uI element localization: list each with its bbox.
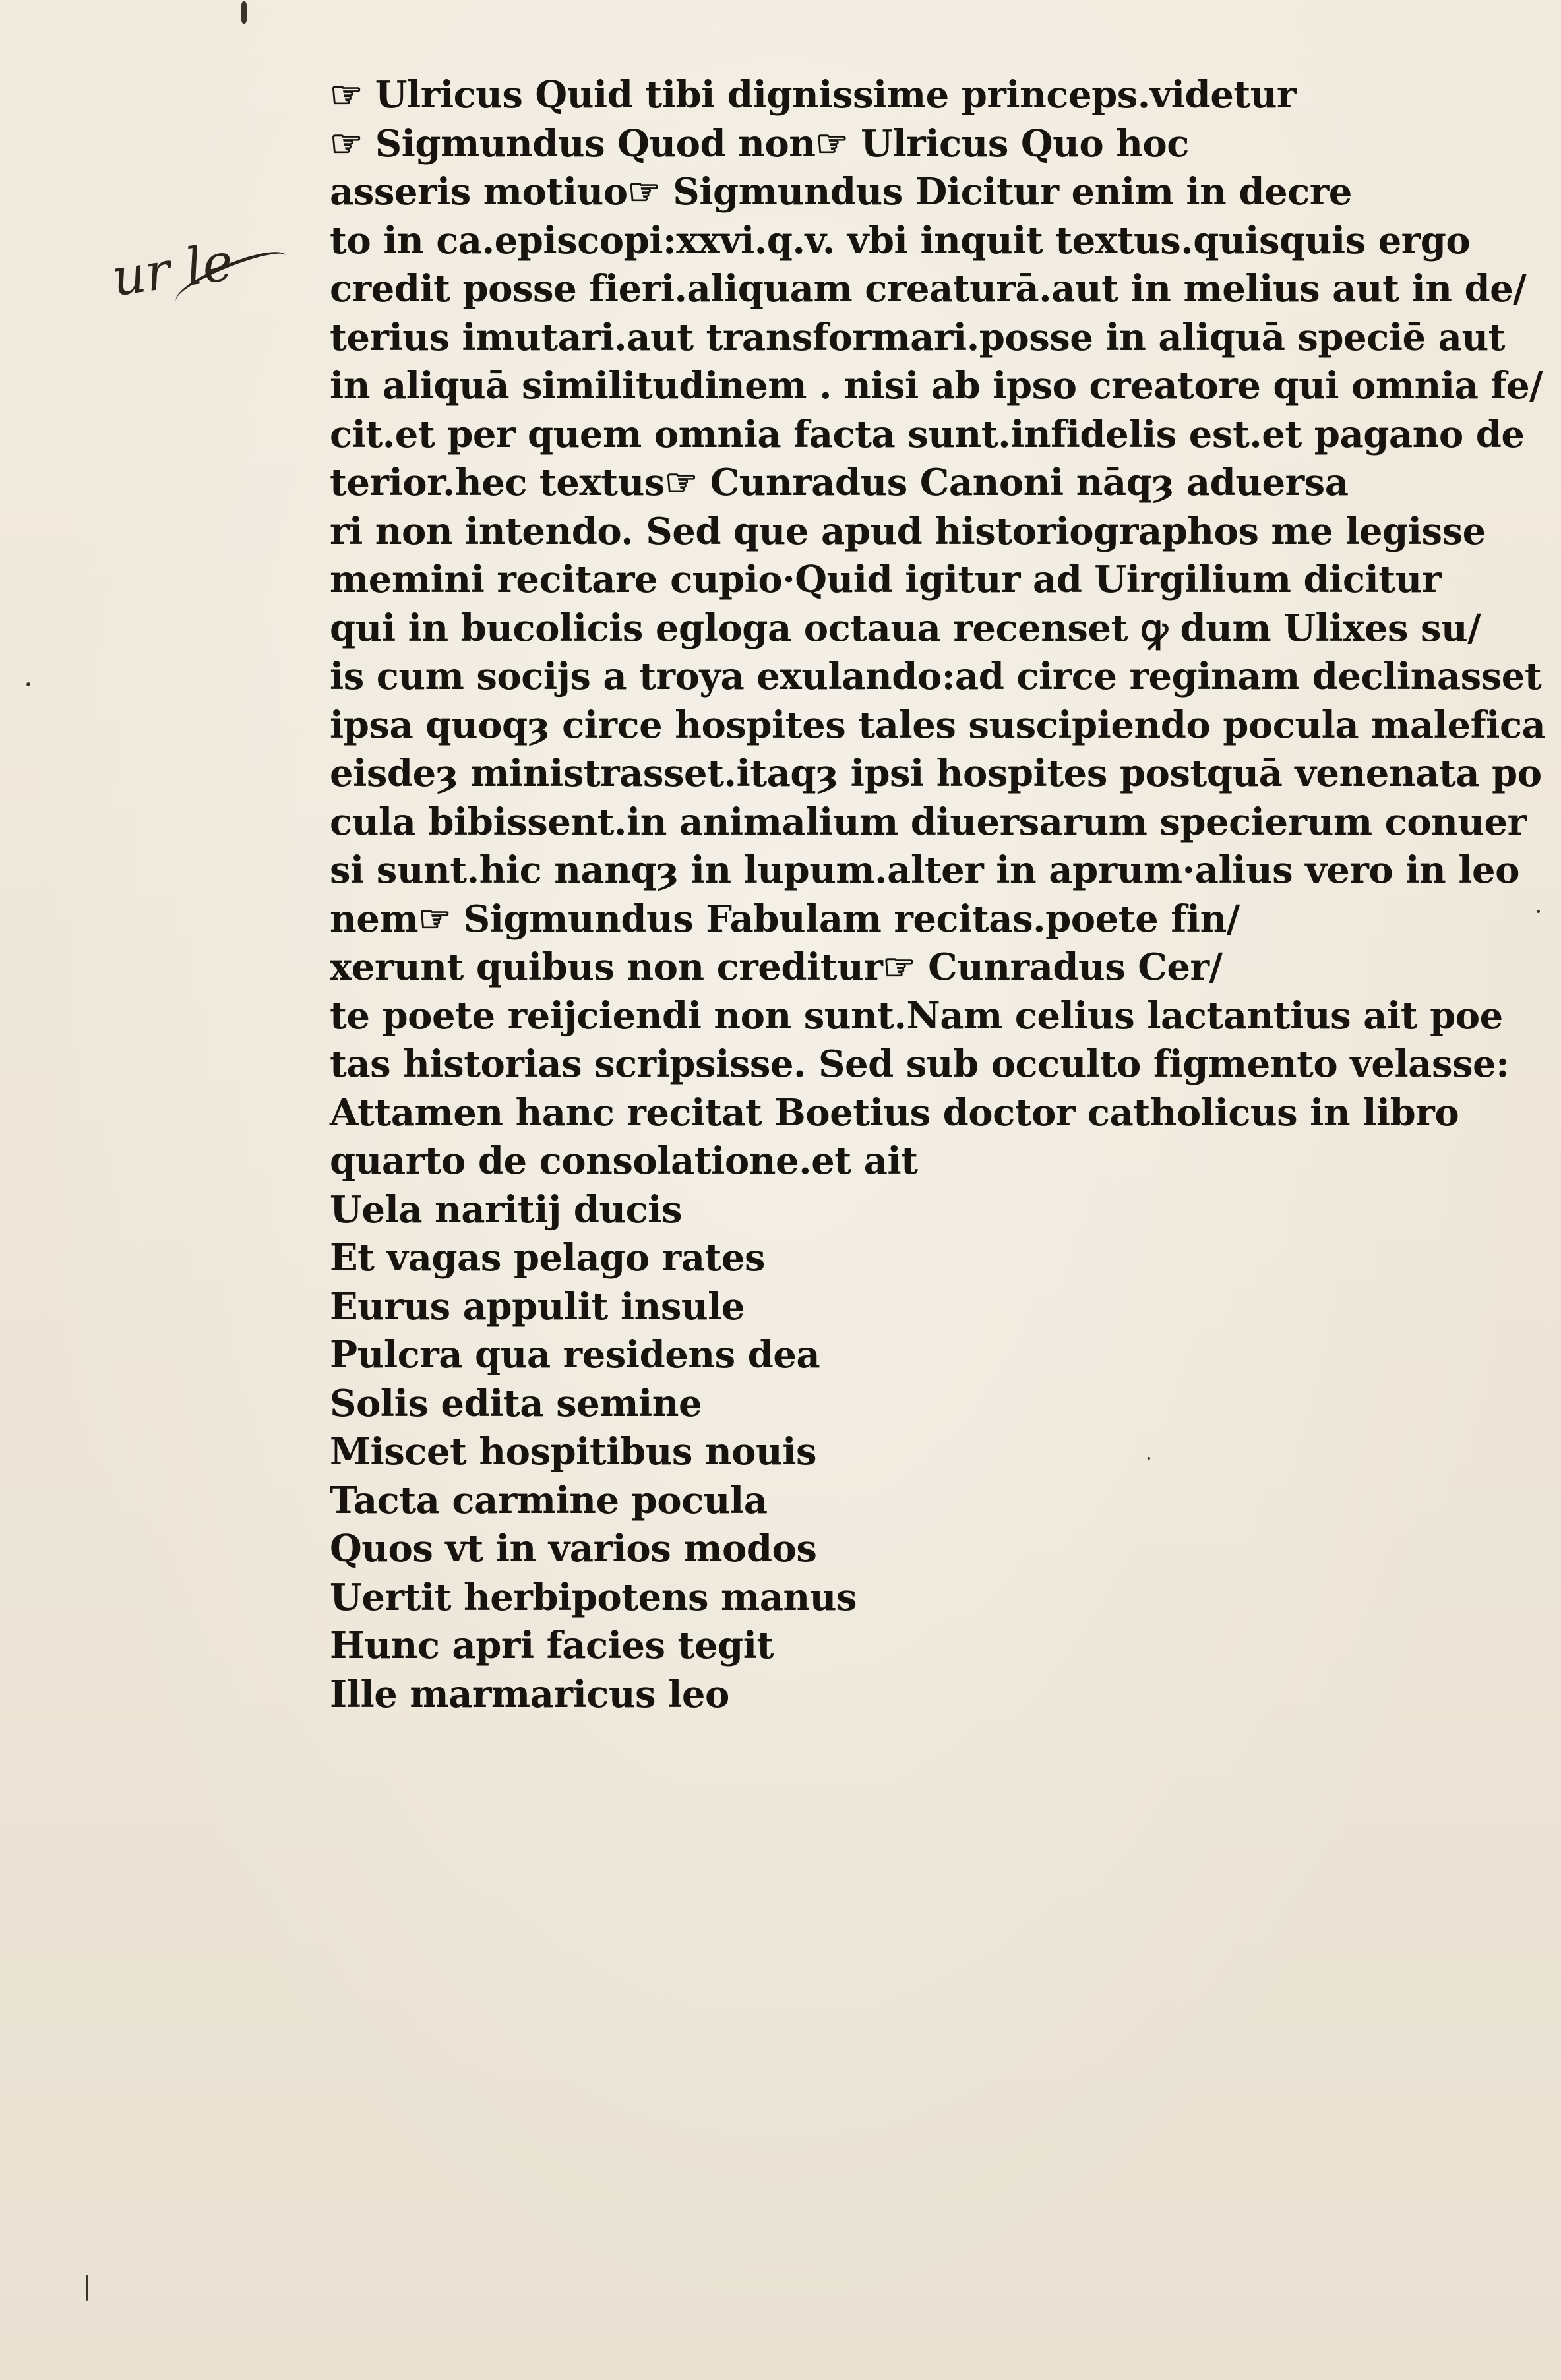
text-line: qui in bucolicis egloga octaua recenset ꝙ dum Ulixes su/: [330, 606, 1481, 650]
text-line: terius imutari.aut transformari.posse in aliquā speciē aut: [330, 315, 1506, 359]
marginal-note: ur le: [108, 232, 237, 309]
text-line: ☞ Ulricus Quid tibi dignissime princeps.videtur: [330, 73, 1296, 117]
verse-line: Uela naritij ducis: [330, 1187, 682, 1232]
text-line: cula bibissent.in animalium diuersarum specierum conuer: [330, 800, 1527, 844]
verse-line: Et vagas pelago rates: [330, 1236, 765, 1280]
verse-line: Quos vt in varios modos: [330, 1527, 817, 1570]
text-line: asseris motiuo☞ Sigmundus Dicitur enim in decre: [330, 170, 1352, 214]
text-line: is cum socijs a troya exulando:ad circe reginam declinasset: [330, 655, 1542, 698]
text-block: [330, 71, 1546, 1719]
text-line: tas historias scripsisse. Sed sub occulto figmento velasse:: [330, 1042, 1510, 1086]
text-line: te poete reijciendi non sunt.Nam celius lactantius ait poe: [330, 994, 1503, 1038]
verse-line: Eurus appulit insule: [330, 1284, 745, 1328]
text-line: Attamen hanc recitat Boetius doctor catholicus in libro: [330, 1090, 1459, 1135]
verse-line: Pulcra qua residens dea: [330, 1333, 820, 1377]
verse-line: Solis edita semine: [330, 1381, 702, 1425]
text-line: si sunt.hic nanqȝ in lupum.alter in aprum·alius vero in leo: [330, 848, 1519, 892]
verse-line: Hunc apri facies tegit: [330, 1624, 774, 1667]
text-line: memini recitare cupio·Quid igitur ad Uirgilium dicitur: [330, 558, 1441, 601]
verse-line: Miscet hospitibus nouis: [330, 1430, 817, 1473]
text-line: ☞ Sigmundus Quod non☞ Ulricus Quo hoc: [330, 121, 1189, 165]
verse-section: [330, 1186, 1464, 1719]
prose-section: [330, 71, 1546, 1186]
text-line: terior.hec textus☞ Cunradus Canoni nāqȝ aduersa: [330, 461, 1349, 504]
paper-speck: [26, 682, 30, 686]
paper-speck: [1537, 910, 1540, 913]
verse-line: Tacta carmine pocula: [330, 1478, 768, 1522]
ink-mark: [241, 1, 247, 24]
text-line: xerunt quibus non creditur☞ Cunradus Cer/: [330, 945, 1223, 989]
text-line: credit posse fieri.aliquam creaturā.aut in melius aut in de/: [330, 267, 1527, 311]
verse-line: Uertit herbipotens manus: [330, 1575, 857, 1619]
text-line: ri non intendo. Sed que apud historiographos me legisse: [330, 509, 1486, 553]
text-line: nem☞ Sigmundus Fabulam recitas.poete fin/: [330, 897, 1240, 941]
text-line: eisdeȝ ministrasset.itaqȝ ipsi hospites postquā venenata po: [330, 752, 1542, 795]
text-line: ipsa quoqȝ circe hospites tales suscipiendo pocula malefica: [330, 703, 1546, 747]
verse-line: Ille marmaricus leo: [330, 1672, 729, 1716]
paper-speck: [86, 2275, 88, 2301]
text-line: in aliquā similitudinem . nisi ab ipso creatore qui omnia fe/: [330, 364, 1543, 407]
text-line: quarto de consolatione.et ait: [330, 1139, 918, 1183]
text-line: cit.et per quem omnia facta sunt.infidelis est.et pagano de: [330, 412, 1525, 456]
text-line: to in ca.episcopi:xxvi.q.v. vbi inquit textus.quisquis ergo: [330, 218, 1471, 262]
